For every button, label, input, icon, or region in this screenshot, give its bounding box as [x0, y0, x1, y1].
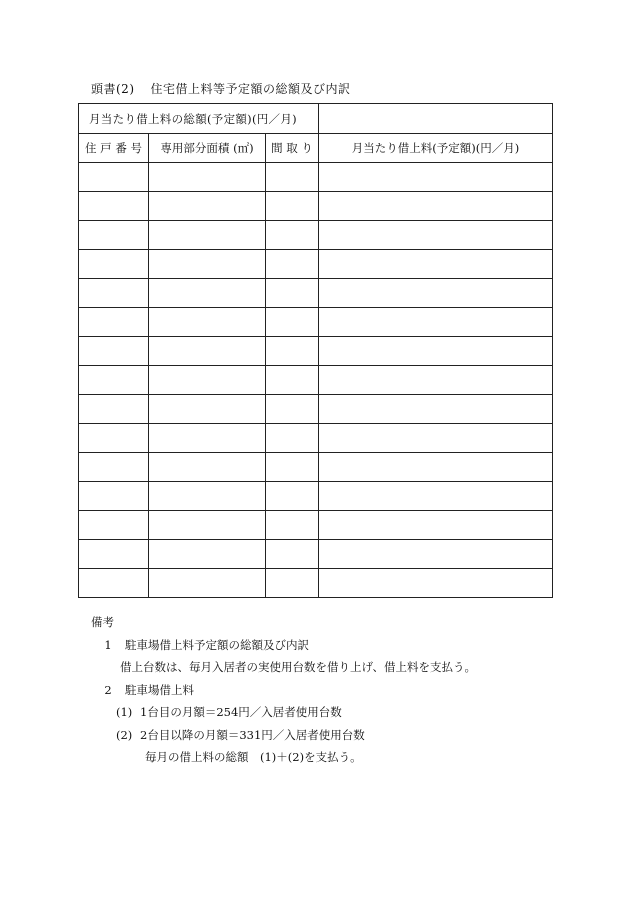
table-row: [79, 453, 553, 482]
remark-item-2-number: 2: [104, 682, 112, 697]
monthly-rent-cell[interactable]: [319, 163, 553, 192]
remark-sub-1-number: (1): [116, 705, 133, 719]
remarks-section: [91, 611, 476, 769]
layout-cell[interactable]: [266, 569, 319, 598]
unit-number-cell[interactable]: [79, 569, 149, 598]
remark-sub-2-text: 2台目以降の月額＝331円／入居者使用台数: [140, 727, 365, 742]
remark-item-2-sub-1: [91, 701, 476, 724]
total-row: [79, 104, 553, 134]
section-heading: [91, 80, 351, 97]
remark-item-1: [91, 634, 476, 657]
remark-total-text: 毎月の借上料の総額 (1)＋(2)を支払う。: [145, 750, 362, 764]
unit-number-cell[interactable]: [79, 540, 149, 569]
table-row: [79, 163, 553, 192]
area-cell[interactable]: [149, 366, 266, 395]
layout-cell[interactable]: [266, 192, 319, 221]
total-value-cell[interactable]: [319, 104, 553, 134]
unit-number-cell[interactable]: [79, 308, 149, 337]
remark-item-1-body: 借上台数は、毎月入居者の実使用台数を借り上げ、借上料を支払う。: [120, 660, 477, 674]
layout-cell[interactable]: [266, 540, 319, 569]
area-cell[interactable]: [149, 337, 266, 366]
monthly-rent-cell[interactable]: [319, 540, 553, 569]
remark-item-2-sub-2: [91, 724, 476, 747]
layout-cell[interactable]: [266, 163, 319, 192]
table-row: [79, 250, 553, 279]
remark-item-1-title: 駐車場借上料予定額の総額及び内訳: [125, 637, 309, 652]
table-row: [79, 395, 553, 424]
remark-sub-2-number: (2): [116, 727, 133, 742]
unit-number-cell[interactable]: [79, 482, 149, 511]
area-cell[interactable]: [149, 482, 266, 511]
layout-cell[interactable]: [266, 308, 319, 337]
table-row: [79, 192, 553, 221]
area-cell[interactable]: [149, 163, 266, 192]
monthly-rent-cell[interactable]: [319, 424, 553, 453]
unit-number-cell[interactable]: [79, 250, 149, 279]
column-header-row: [79, 134, 553, 163]
table-row: [79, 482, 553, 511]
area-cell[interactable]: [149, 308, 266, 337]
section-title: 住宅借上料等予定額の総額及び内訳: [150, 82, 351, 96]
remark-item-2-title: 駐車場借上料: [125, 682, 194, 697]
table-row: [79, 540, 553, 569]
table-row: [79, 366, 553, 395]
remarks-title: 備考: [91, 615, 114, 629]
column-header-monthly-rent: 月当たり借上料(予定額)(円／月): [319, 134, 553, 163]
remark-sub-1-text: 1台目の月額＝254円／入居者使用台数: [140, 705, 342, 719]
area-cell[interactable]: [149, 424, 266, 453]
unit-number-cell[interactable]: [79, 163, 149, 192]
remark-item-1-number: 1: [104, 637, 112, 652]
unit-number-cell[interactable]: [79, 424, 149, 453]
section-number: 頭書(2): [91, 82, 135, 96]
unit-number-cell[interactable]: [79, 279, 149, 308]
table-row: [79, 569, 553, 598]
unit-number-cell[interactable]: [79, 511, 149, 540]
area-cell[interactable]: [149, 569, 266, 598]
monthly-rent-cell[interactable]: [319, 366, 553, 395]
layout-cell[interactable]: [266, 337, 319, 366]
area-cell[interactable]: [149, 395, 266, 424]
area-cell[interactable]: [149, 279, 266, 308]
column-header-layout: 間 取 り: [266, 134, 319, 163]
unit-number-cell[interactable]: [79, 395, 149, 424]
layout-cell[interactable]: [266, 424, 319, 453]
monthly-rent-cell[interactable]: [319, 337, 553, 366]
monthly-rent-cell[interactable]: [319, 482, 553, 511]
monthly-rent-cell[interactable]: [319, 453, 553, 482]
layout-cell[interactable]: [266, 250, 319, 279]
unit-number-cell[interactable]: [79, 192, 149, 221]
remark-item-2: [91, 679, 476, 702]
unit-number-cell[interactable]: [79, 453, 149, 482]
monthly-rent-cell[interactable]: [319, 250, 553, 279]
area-cell[interactable]: [149, 540, 266, 569]
table-row: [79, 424, 553, 453]
table-row: [79, 308, 553, 337]
layout-cell[interactable]: [266, 279, 319, 308]
monthly-rent-cell[interactable]: [319, 511, 553, 540]
area-cell[interactable]: [149, 250, 266, 279]
table-row: [79, 221, 553, 250]
area-cell[interactable]: [149, 453, 266, 482]
layout-cell[interactable]: [266, 482, 319, 511]
unit-number-cell[interactable]: [79, 221, 149, 250]
layout-cell[interactable]: [266, 511, 319, 540]
table-row: [79, 279, 553, 308]
total-label: 月当たり借上料の総額(予定額)(円／月): [79, 104, 319, 134]
unit-number-cell[interactable]: [79, 337, 149, 366]
layout-cell[interactable]: [266, 366, 319, 395]
rent-breakdown-table: [78, 103, 553, 598]
monthly-rent-cell[interactable]: [319, 395, 553, 424]
area-cell[interactable]: [149, 221, 266, 250]
monthly-rent-cell[interactable]: [319, 279, 553, 308]
column-header-area: 専用部分面積 (㎡): [149, 134, 266, 163]
area-cell[interactable]: [149, 192, 266, 221]
layout-cell[interactable]: [266, 221, 319, 250]
layout-cell[interactable]: [266, 453, 319, 482]
monthly-rent-cell[interactable]: [319, 308, 553, 337]
area-cell[interactable]: [149, 511, 266, 540]
table-row: [79, 337, 553, 366]
monthly-rent-cell[interactable]: [319, 221, 553, 250]
column-header-unit-number: 住 戸 番 号: [79, 134, 149, 163]
table-row: [79, 511, 553, 540]
monthly-rent-cell[interactable]: [319, 569, 553, 598]
monthly-rent-cell[interactable]: [319, 192, 553, 221]
layout-cell[interactable]: [266, 395, 319, 424]
unit-number-cell[interactable]: [79, 366, 149, 395]
